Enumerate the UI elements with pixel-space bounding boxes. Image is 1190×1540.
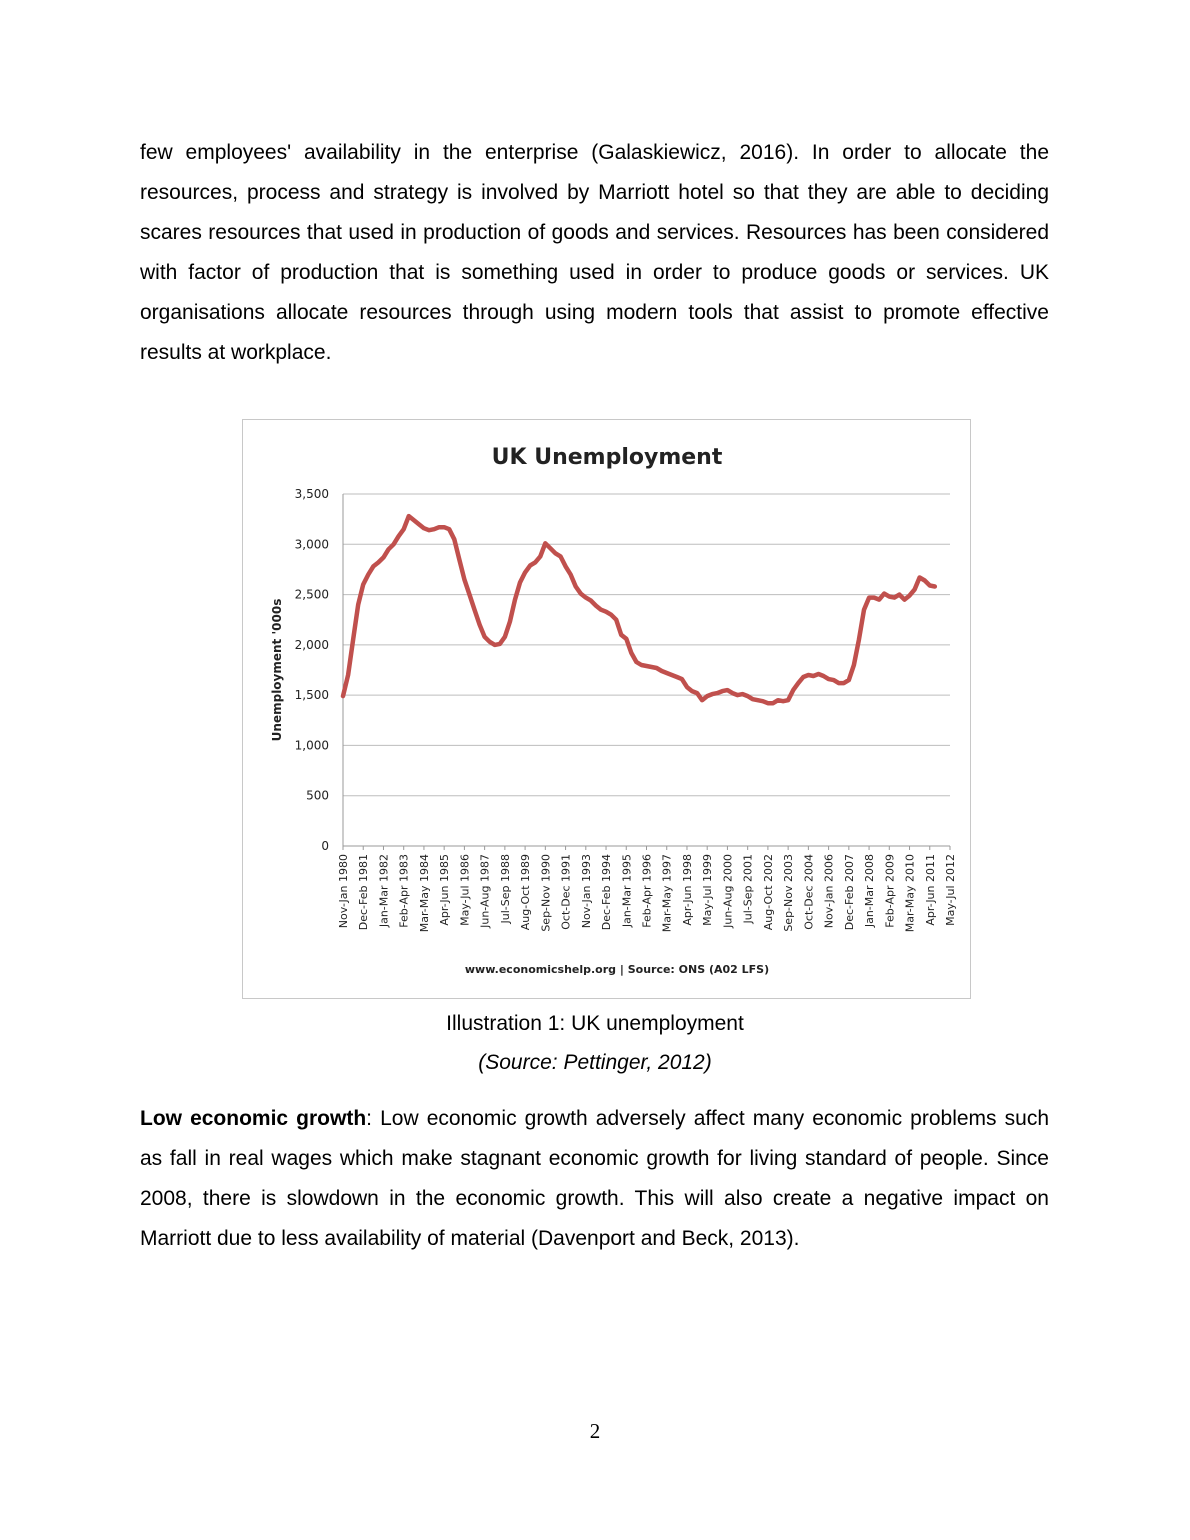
y-tick-label: 2,000 xyxy=(294,637,329,652)
x-tick-label: Jan-Mar 2008 xyxy=(863,854,877,928)
figure-source: (Source: Pettinger, 2012) xyxy=(478,1051,712,1074)
x-tick-label: Nov-Jan 1993 xyxy=(579,854,593,929)
paragraph-heading: Low economic growth xyxy=(140,1107,367,1130)
x-tick-label: Apr-Jun 1998 xyxy=(680,854,694,926)
x-tick-label: Jun-Aug 2000 xyxy=(721,854,735,928)
x-tick-label: May-Jul 1999 xyxy=(701,854,715,926)
x-tick-label: Dec-Feb 1981 xyxy=(357,854,371,931)
x-tick-label: Mar-May 2010 xyxy=(903,854,917,933)
x-tick-label: Jan-Mar 1995 xyxy=(620,854,634,928)
y-tick-label: 1,500 xyxy=(294,688,329,703)
x-tick-label: May-Jul 2012 xyxy=(944,854,957,926)
x-tick-label: Jul-Sep 2001 xyxy=(741,854,755,924)
x-tick-label: Nov-Jan 1980 xyxy=(337,854,350,929)
x-tick-label: Mar-May 1984 xyxy=(417,854,431,933)
x-tick-label: Apr-Jun 1985 xyxy=(438,854,452,926)
x-tick-label: Oct-Dec 2004 xyxy=(802,854,816,930)
x-tick-label: May-Jul 1986 xyxy=(458,854,472,926)
x-tick-label: Aug-Oct 1989 xyxy=(519,854,533,931)
x-tick-label: Jan-Mar 1982 xyxy=(377,854,391,928)
paragraph-text: : Low economic growth adversely affect many economic problems such as fall in real wages which make stagnant economic growth for living standard of people. Since 2008, there is slowdown in the economic growth. This will also create a negative impact on Marriott due to less availability of material (Davenport and Beck, 2013). xyxy=(140,1107,1049,1250)
y-tick-label: 1,000 xyxy=(294,738,329,753)
x-tick-label: Nov-Jan 2006 xyxy=(822,854,836,929)
x-tick-label: Dec-Feb 1994 xyxy=(600,854,614,931)
y-tick-label: 3,000 xyxy=(294,537,329,552)
y-axis-ticks xyxy=(295,487,329,853)
x-tick-label: Feb-Apr 2009 xyxy=(883,854,897,928)
x-tick-label: Jul-Sep 1988 xyxy=(498,854,512,924)
y-axis-label: Unemployment '000s xyxy=(270,598,284,742)
x-tick-label: Mar-May 1997 xyxy=(660,854,674,933)
y-tick-label: 2,500 xyxy=(294,587,329,602)
x-tick-label: Oct-Dec 1991 xyxy=(559,854,573,930)
x-tick-label: Feb-Apr 1983 xyxy=(397,854,411,928)
body-paragraph-1: few employees' availability in the enterprise (Galaskiewicz, 2016). In order to allocate the resources, process and strategy is involved by Marriott hotel so that they are able to deciding scares resources that used in production of goods and services. Resources has been considered with factor of production that is something used in order to produce goods or services. UK organisations allocate resources through using modern tools that assist to promote effective results at workplace. xyxy=(140,141,1049,364)
figure-caption: Illustration 1: UK unemployment xyxy=(446,1012,744,1035)
y-tick-label: 3,500 xyxy=(294,487,329,501)
x-axis-ticks xyxy=(337,846,957,932)
y-tick-label: 500 xyxy=(306,788,329,803)
unemployment-chart xyxy=(242,419,971,999)
x-tick-label: Sep-Nov 2003 xyxy=(782,854,796,932)
chart-canvas xyxy=(243,420,970,998)
x-tick-label: Jun-Aug 1987 xyxy=(478,854,492,928)
chart-source-note: www.economicshelp.org | Source: ONS (A02 LFS) xyxy=(464,963,770,976)
x-tick-label: Aug-Oct 2002 xyxy=(761,854,775,931)
x-tick-label: Dec-Feb 2007 xyxy=(842,854,856,931)
chart-title: UK Unemployment xyxy=(491,445,723,470)
x-tick-label: Feb-Apr 1996 xyxy=(640,854,654,928)
x-tick-label: Sep-Nov 1990 xyxy=(539,854,553,932)
page-number: 2 xyxy=(589,1419,601,1443)
body-paragraph-2 xyxy=(140,1099,1049,1259)
x-tick-label: Apr-Jun 2011 xyxy=(923,854,937,926)
y-tick-label: 0 xyxy=(321,839,329,853)
